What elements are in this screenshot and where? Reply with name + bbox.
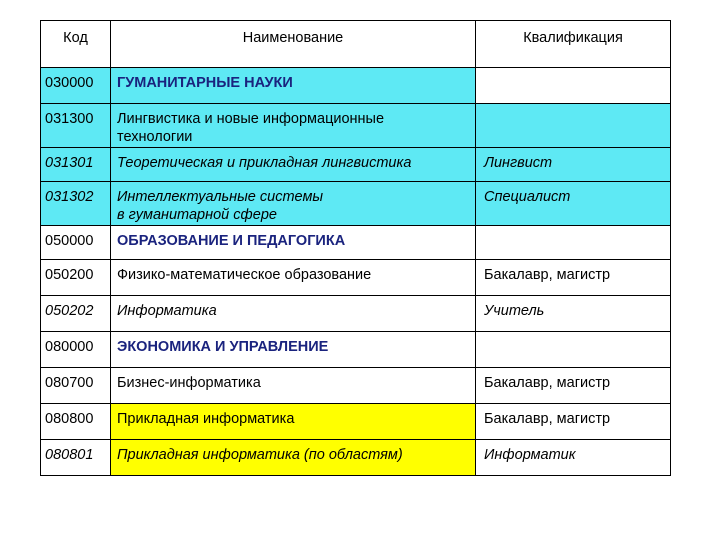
row-code: 030000	[41, 68, 111, 104]
row-code: 031302	[41, 182, 111, 226]
table-row	[41, 182, 671, 226]
row-name: ОБРАЗОВАНИЕ И ПЕДАГОГИКА	[111, 226, 476, 260]
header-name: Наименование	[111, 21, 476, 68]
row-code: 080801	[41, 440, 111, 476]
header-qualification: Квалификация	[476, 21, 671, 68]
specialties-table-container	[40, 20, 671, 476]
row-name: Прикладная информатика	[111, 404, 476, 440]
specialties-table	[40, 20, 671, 476]
row-qualification: Бакалавр, магистр	[476, 260, 671, 296]
row-name: ЭКОНОМИКА И УПРАВЛЕНИЕ	[111, 332, 476, 368]
row-qualification: Специалист	[476, 182, 671, 226]
row-code: 050000	[41, 226, 111, 260]
row-qualification: Лингвист	[476, 148, 671, 182]
table-row	[41, 404, 671, 440]
row-name-line1: Лингвистика и новые информационные	[117, 111, 385, 127]
header-row	[41, 21, 671, 68]
row-qualification: Информатик	[476, 440, 671, 476]
row-name	[111, 104, 476, 148]
row-name: Физико-математическое образование	[111, 260, 476, 296]
row-qualification	[476, 104, 671, 148]
header-code: Код	[41, 21, 111, 68]
row-qualification: Бакалавр, магистр	[476, 368, 671, 404]
row-code: 080000	[41, 332, 111, 368]
row-name-line1: Интеллектуальные системы	[117, 189, 324, 205]
row-name: ГУМАНИТАРНЫЕ НАУКИ	[111, 68, 476, 104]
row-name-line2: технологии	[117, 129, 193, 145]
row-code: 050202	[41, 296, 111, 332]
table-row	[41, 260, 671, 296]
row-qualification: Учитель	[476, 296, 671, 332]
row-name	[111, 182, 476, 226]
row-name: Теоретическая и прикладная лингвистика	[111, 148, 476, 182]
table-row	[41, 296, 671, 332]
row-code: 031301	[41, 148, 111, 182]
row-name: Информатика	[111, 296, 476, 332]
table-row	[41, 440, 671, 476]
table-row	[41, 68, 671, 104]
row-name-line2: в гуманитарной сфере	[117, 207, 277, 223]
table-row	[41, 104, 671, 148]
row-code: 031300	[41, 104, 111, 148]
table-row	[41, 368, 671, 404]
row-code: 080800	[41, 404, 111, 440]
row-qualification	[476, 332, 671, 368]
table-row	[41, 332, 671, 368]
row-code: 080700	[41, 368, 111, 404]
row-qualification: Бакалавр, магистр	[476, 404, 671, 440]
row-code: 050200	[41, 260, 111, 296]
table-row	[41, 226, 671, 260]
row-name: Бизнес-информатика	[111, 368, 476, 404]
table-row	[41, 148, 671, 182]
row-qualification	[476, 226, 671, 260]
row-qualification	[476, 68, 671, 104]
row-name: Прикладная информатика (по областям)	[111, 440, 476, 476]
